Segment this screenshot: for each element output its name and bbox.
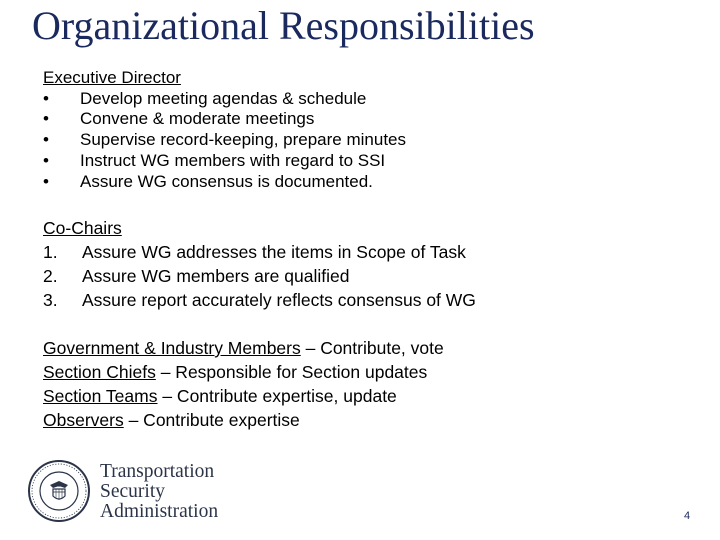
- list-item: [43, 288, 703, 312]
- item-number: 1.: [43, 242, 58, 262]
- list-item-text: Instruct WG members with regard to SSI: [80, 150, 386, 170]
- page-number: 4: [684, 510, 691, 522]
- role-description: – Responsible for Section updates: [155, 362, 428, 382]
- list-item: [43, 89, 703, 110]
- list-item-text: Assure WG members are qualified: [82, 266, 350, 286]
- role-description: – Contribute expertise, update: [157, 386, 397, 406]
- bullet: •: [43, 88, 49, 108]
- slide-title: Organizational Responsibilities: [32, 3, 535, 48]
- list-item-text: Supervise record-keeping, prepare minutes: [80, 130, 407, 150]
- item-number: 3.: [43, 290, 58, 310]
- list-item-text: Assure WG consensus is documented.: [80, 171, 373, 191]
- bullet: •: [43, 109, 49, 129]
- logo-line: Security: [100, 481, 165, 502]
- roles-section: [43, 336, 703, 432]
- executive-director-heading: Executive Director: [43, 68, 181, 87]
- role-line: [43, 360, 703, 384]
- logo-wordmark: [100, 462, 218, 522]
- list-item: [43, 172, 703, 193]
- dhs-seal-icon: [28, 460, 90, 522]
- role-description: – Contribute, vote: [300, 338, 444, 358]
- list-item: [43, 130, 703, 151]
- list-item: [43, 151, 703, 172]
- list-item-text: Assure WG addresses the items in Scope of Task: [82, 242, 466, 262]
- list-item-text: Develop meeting agendas & schedule: [80, 88, 367, 108]
- role-line: [43, 384, 703, 408]
- role-line: [43, 336, 703, 360]
- role-name: Government & Industry Members: [43, 338, 301, 358]
- list-item-text: Assure report accurately reflects consensus of WG: [82, 290, 476, 310]
- logo-line: Administration: [100, 501, 219, 522]
- role-name: Observers: [43, 410, 124, 430]
- co-chairs-heading: Co-Chairs: [43, 218, 122, 238]
- role-line: [43, 408, 703, 432]
- tsa-logo: [28, 460, 238, 522]
- bullet: •: [43, 150, 49, 170]
- bullet: •: [43, 171, 49, 191]
- executive-director-section: [43, 68, 703, 192]
- bullet: •: [43, 130, 49, 150]
- list-item: [43, 264, 703, 288]
- item-number: 2.: [43, 266, 58, 286]
- role-description: – Contribute expertise: [123, 410, 300, 430]
- logo-line: Transportation: [100, 461, 215, 482]
- co-chairs-section: [43, 216, 703, 312]
- list-item: [43, 109, 703, 130]
- list-item: [43, 240, 703, 264]
- role-name: Section Chiefs: [43, 362, 156, 382]
- list-item-text: Convene & moderate meetings: [80, 109, 315, 129]
- role-name: Section Teams: [43, 386, 158, 406]
